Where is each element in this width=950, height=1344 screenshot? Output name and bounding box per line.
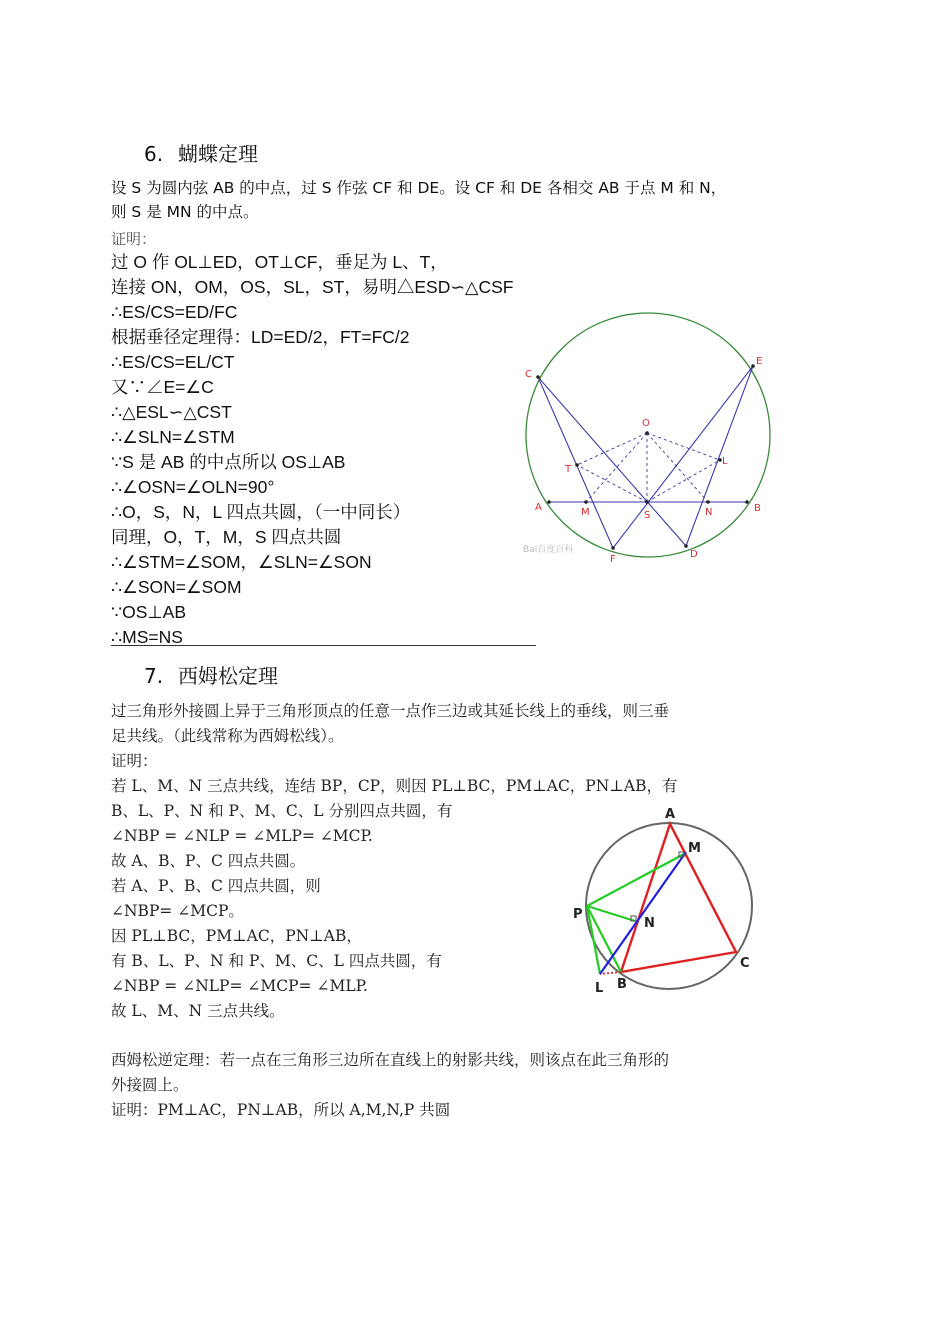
section7-statement [111,699,669,749]
segment-ef [613,366,753,548]
label-m: M [581,507,590,518]
section7-heading [144,660,278,689]
section7-statement-line-2: 足共线。（此线常称为西姆松线）。 [111,727,344,745]
simson-converse-line-1: 西姆松逆定理：若一点在三角形三边所在直线上的射影共线，则该点在此三角形的 [111,1051,670,1069]
triangle-abc [621,824,736,972]
label-e: E [756,356,763,367]
label-a7: A [665,807,676,822]
segment-sl [647,460,720,502]
point-d-dot [684,544,688,548]
simson-figure [565,800,765,1000]
label-f: F [610,554,616,565]
section7-number: 7. [144,664,164,688]
proof6-line: ∵S 是 AB 的中点所以 OS⊥AB [111,452,346,472]
label-n7: N [644,916,655,931]
section6-underline [111,645,536,646]
label-b7: B [617,977,627,992]
section6-statement [111,176,726,224]
section7-title: 西姆松定理 [178,664,278,688]
proof6-line: ∴O，S，N，L 四点共圆，（一中同长） [111,502,411,522]
simson-converse-line-2: 外接圆上。 [111,1076,189,1094]
point-c-dot [536,375,540,379]
proof7-line: B、L、P、N 和 P、M、C、L 分别四点共圆，有 [111,802,453,820]
point-e-dot [751,364,755,368]
proof7-line: 若 L、M、N 三点共线，连结 BP，CP，则因 PL⊥BC，PM⊥AC，PN⊥AB，有 [111,777,678,795]
label-a: A [535,502,542,513]
point-m-dot [584,500,588,504]
label-t: T [565,464,572,475]
label-p7: P [573,907,583,922]
segment-cd [538,377,686,546]
proof6-line: ∴∠SON=∠SOM [111,577,242,597]
point-f-dot [611,546,615,550]
simson-converse-proof: 证明：PM⊥AC，PN⊥AB，所以 A,M,N,P 共圆 [111,1101,451,1119]
proof6-line: ∴∠OSN=∠OLN=90° [111,477,275,497]
point-n-dot [706,500,710,504]
proof7-line: ∠NBP = ∠NLP= ∠MCP= ∠MLP. [111,977,368,995]
proof7-line: 因 PL⊥BC，PM⊥AC，PN⊥AB， [111,927,362,945]
section7-proof-label: 证明： [111,752,158,770]
point-t-dot [575,463,579,467]
segment-ot [577,433,647,465]
proof6-line: ∴ES/CS=EL/CT [111,352,235,372]
proof6-line: ∴MS=NS [111,627,183,647]
baike-watermark: Bai百度百科 [523,545,574,555]
proof7-line: 故 A、B、P、C 四点共圆。 [111,852,306,870]
proof6-line: 又∵∠E=∠C [111,377,214,397]
proof6-line: ∵OS⊥AB [111,602,187,622]
perpendicular-pm [587,854,684,906]
section6-title: 蝴蝶定理 [178,142,258,166]
butterfly-figure [515,300,785,575]
point-b-dot [745,500,749,504]
label-m7: M [688,841,701,856]
section6-number: 6. [144,142,164,166]
section6-statement-line-1: 设 S 为圆内弦 AB 的中点，过 S 作弦 CF 和 DE。设 CF 和 DE 各相交 AB 于点 M 和 N， [111,179,727,197]
proof7-line: 若 A、P、B、C 四点共圆，则 [111,877,321,895]
proof6-line: 同理，O，T，M，S 四点共圆 [111,527,342,547]
label-d: D [690,549,698,560]
simson-converse [111,1048,669,1098]
label-n: N [705,507,713,518]
proof7-line: ∠NBP = ∠NLP = ∠MLP= ∠MCP. [111,827,373,845]
perpendicular-pl [587,906,600,974]
proof6-line: 根据垂径定理得：LD=ED/2，FT=FC/2 [111,327,410,347]
section7-statement-line-1: 过三角形外接圆上异于三角形顶点的任意一点作三边或其延长线上的垂线，则三垂 [111,702,670,720]
section6-statement-line-2: 则 S 是 MN 的中点。 [111,203,259,221]
point-a-dot [547,500,551,504]
label-o: O [642,418,650,429]
label-c7: C [740,956,750,971]
proof7-line: 有 B、L、P、N 和 P、M、C、L 四点共圆，有 [111,952,442,970]
point-o-dot [645,431,649,435]
section6-proof [111,250,513,650]
section6-proof-label: 证明： [111,230,157,248]
segment-st [577,465,647,502]
proof7-line: ∠NBP= ∠MCP。 [111,902,244,920]
chord-cf [538,377,613,548]
proof7-line: 故 L、M、N 三点共线。 [111,1002,285,1020]
proof6-line: 连接 ON，OM，OS，SL，ST，易明△ESD∽△CSF [111,277,514,297]
label-b: B [754,503,761,514]
proof6-line: ∴∠STM=∠SOM，∠SLN=∠SON [111,552,372,572]
label-l: L [722,456,728,467]
chord-de [686,366,753,546]
proof6-line: ∴△ESL∽△CST [111,402,232,422]
label-c: C [525,369,532,380]
proof6-line: 过 O 作 OL⊥ED，OT⊥CF，垂足为 L、T， [111,252,448,272]
proof6-line: ∴∠SLN=∠STM [111,427,235,447]
point-s-dot [645,500,649,504]
section6-heading [144,138,258,167]
proof6-line: ∴ES/CS=ED/FC [111,302,238,322]
label-s: S [644,510,651,521]
label-l7: L [595,981,604,996]
